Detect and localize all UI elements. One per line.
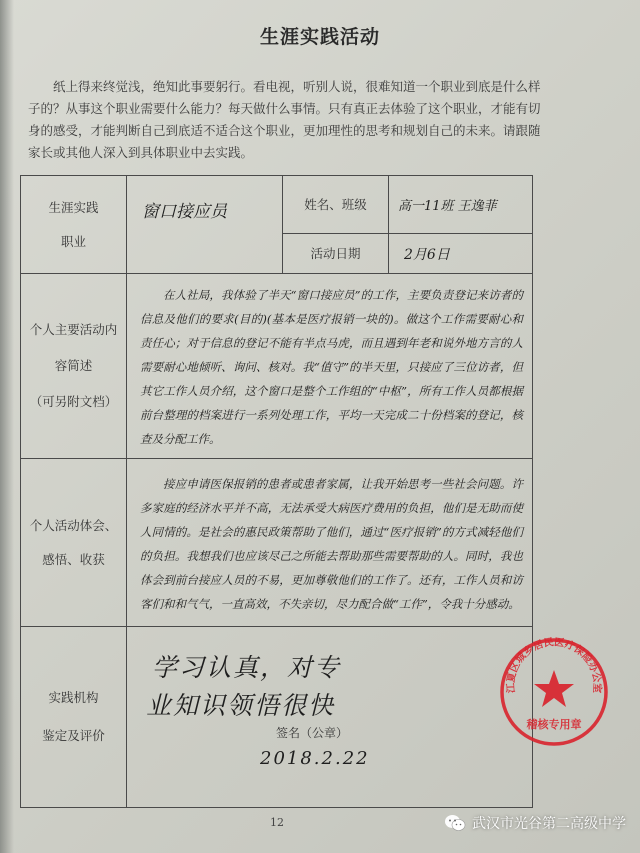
activity-label-line2: 容简述	[54, 358, 93, 373]
stamp-outer-text: 江夏区城乡居民医疗保险办公室	[505, 637, 603, 694]
activity-label-line3: （可另附文档）	[29, 394, 118, 409]
name-class-label: 姓名、班级	[283, 176, 389, 234]
date-value: 2月6日	[404, 246, 450, 263]
career-value: 窗口接应员	[142, 201, 227, 222]
career-value-cell	[127, 176, 283, 274]
career-label-line2: 职业	[60, 233, 86, 249]
date-value-cell	[389, 234, 533, 274]
org-label-cell	[21, 627, 127, 808]
intro-paragraph: 纸上得来终觉浅，绝知此事要躬行。看电视，听别人说，很难知道一个职业到底是什么样子的？从事这个职业需要什么能力？每天做什么事情。只有真正去体验了这个职业，才能有切身的感受，才能判断自己到底适不适合这个职业，更加理性的思考和规划自己的未来。请跟随家长或其他人深入到具体职业中去实践。	[28, 79, 541, 160]
page-edge-shadow	[0, 0, 14, 853]
name-class-value-cell	[389, 176, 533, 234]
career-label-line1: 生涯实践	[48, 199, 99, 215]
activity-text: 在人社局，我体验了半天“窗口接应员”的工作，主要负责登记来访者的信息及他们的要求(目的)(基本是医疗报销一块的)。做这个工作需要耐心和责任心；对于信息的登记不能有半点马虎，而且遇到年老和说外地方言的人需要耐心地倾听、询问、核对。我“值守”的半天里，只接应了三位访者，但其它工作人员介绍，这个窗口是整个工作组的“中枢”，所有工作人员都根据前台整理的档案进行一系列处理工作，平均一天完成二十份档案的登记，核查及分配工作。	[140, 288, 523, 446]
org-label-line1: 实践机构	[48, 690, 99, 705]
org-evaluation-cell	[127, 627, 603, 808]
activity-form-table	[20, 175, 603, 808]
stamp-star-icon	[534, 670, 574, 707]
sign-label: 签名（公章）	[276, 726, 349, 740]
activity-text-cell	[127, 274, 533, 459]
source-watermark	[444, 813, 626, 833]
watermark-text: 武汉市光谷第二高级中学	[472, 816, 626, 832]
org-comment-line1: 学习认真，对专	[152, 653, 342, 682]
activity-label-cell	[21, 274, 127, 459]
reflection-label-line1: 个人活动体会、	[29, 517, 118, 533]
reflection-label-line2: 感悟、收获	[42, 551, 105, 567]
name-class-value: 高一11班 王逸菲	[398, 199, 497, 214]
date-label: 活动日期	[283, 234, 389, 274]
org-label-line2: 鉴定及评价	[42, 728, 105, 743]
sign-date: 2018.2.22	[260, 748, 370, 769]
reflection-label-cell	[21, 459, 127, 627]
activity-label-line1: 个人主要活动内	[29, 322, 118, 337]
page-number: 12	[270, 816, 284, 829]
page-title: 生涯实践活动	[259, 26, 380, 48]
stamp-inner-text: 稽核专用章	[526, 718, 582, 731]
wechat-icon	[444, 814, 466, 832]
reflection-text: 接应申请医保报销的患者或患者家属，让我开始思考一些社会问题。许多家庭的经济水平并不高，无法承受大病医疗费用的负担，他们是无助而使人同情的。是社会的惠民政策帮助了他们，通过“医疗报销”的方式减轻他们的负担。我想我们也应该尽己之所能去帮助那些需要帮助的人。同时，我也体会到前台接应人员的不易，更加尊敬他们的工作了。还有，工作人员和访客们和和气气，一直高效，不失亲切，尽力配合做“工作”，令我十分感动。	[140, 476, 523, 611]
org-comment-line2: 业知识领悟很快	[146, 691, 336, 720]
reflection-text-cell	[127, 459, 533, 627]
official-seal-stamp	[498, 636, 610, 748]
career-label-cell	[21, 176, 127, 274]
